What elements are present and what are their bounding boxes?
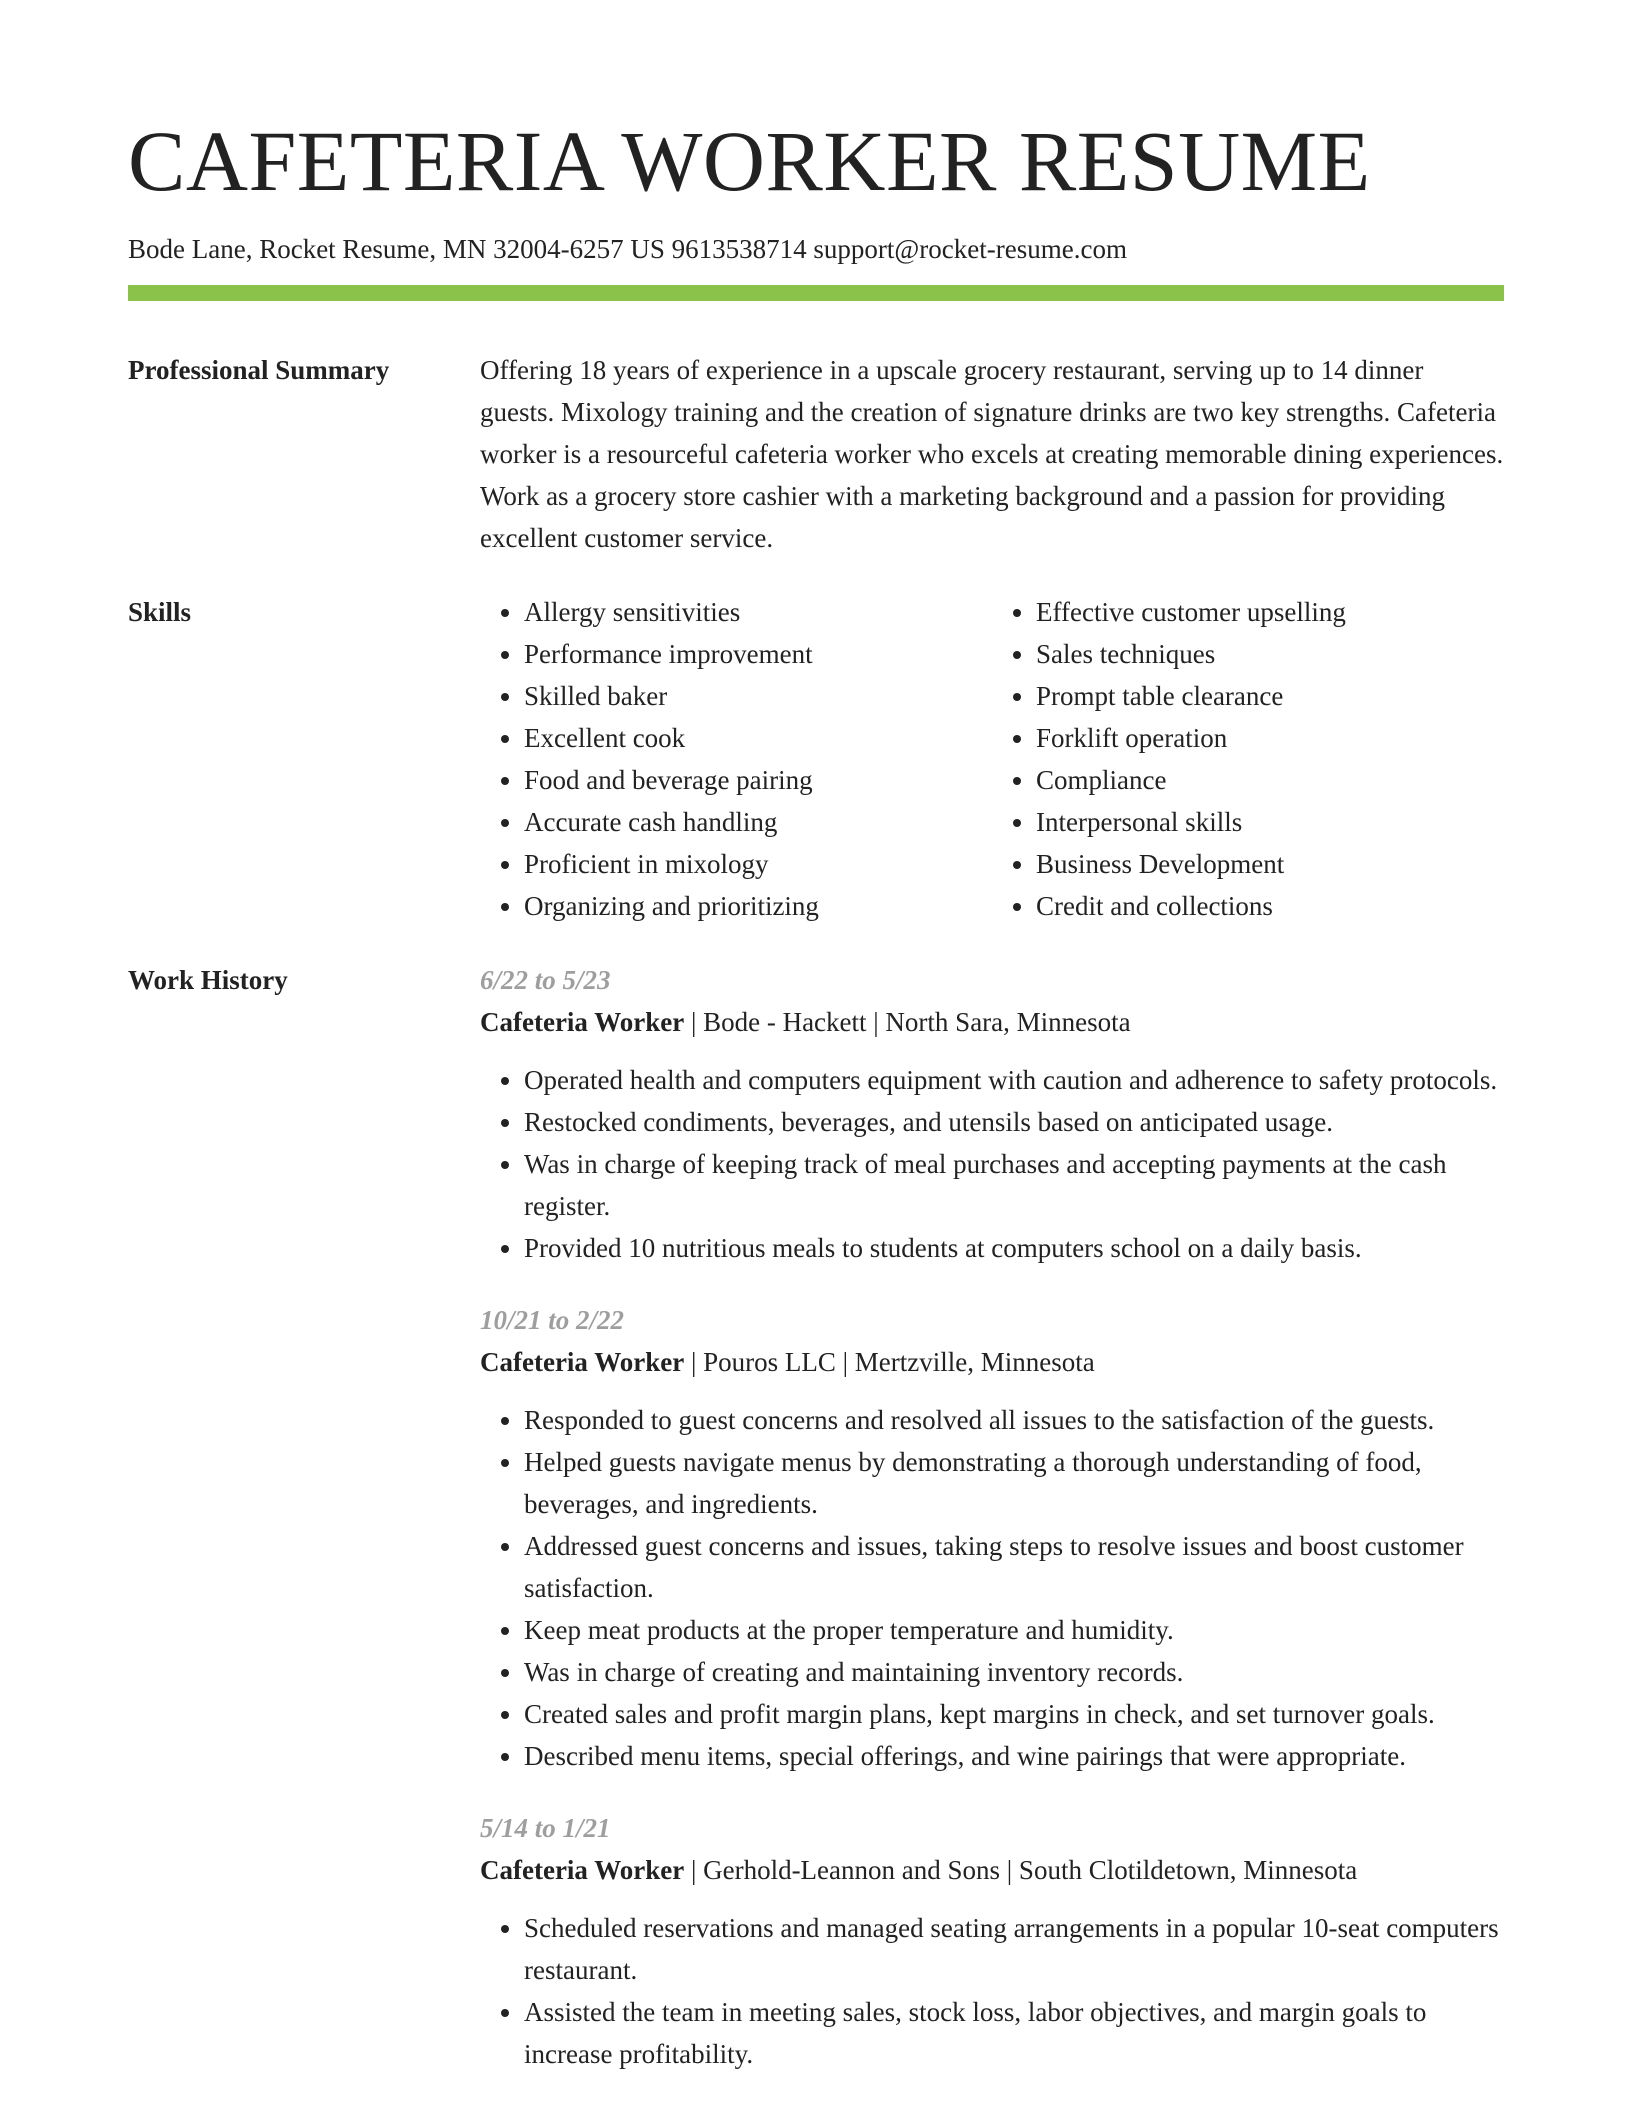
job-bullet: • Assisted the team in meeting sales, stock loss, labor objectives, and margin goals to increase profitability. bbox=[524, 1991, 1504, 2075]
resume-title: CAFETERIA WORKER RESUME bbox=[128, 113, 1371, 209]
skill-item: • Compliance bbox=[1036, 759, 1504, 801]
skill-item: • Accurate cash handling bbox=[524, 801, 992, 843]
work-history-body bbox=[480, 959, 1504, 2105]
job-bullet: • Was in charge of creating and maintaining inventory records. bbox=[524, 1651, 1504, 1693]
skill-item: • Interpersonal skills bbox=[1036, 801, 1504, 843]
job-entry bbox=[480, 1299, 1504, 1777]
job-bullet: • Restocked condiments, beverages, and utensils based on anticipated usage. bbox=[524, 1101, 1504, 1143]
job-bullet: • Scheduled reservations and managed seating arrangements in a popular 10-seat computers restaurant. bbox=[524, 1907, 1504, 1991]
job-bullet: • Described menu items, special offerings, and wine pairings that were appropriate. bbox=[524, 1735, 1504, 1777]
job-bullets bbox=[480, 1059, 1504, 1269]
job-bullet: • Keep meat products at the proper temperature and humidity. bbox=[524, 1609, 1504, 1651]
job-role: Cafeteria Worker bbox=[480, 1347, 685, 1377]
summary-body bbox=[480, 349, 1504, 559]
skill-item: • Sales techniques bbox=[1036, 633, 1504, 675]
skill-item: • Effective customer upselling bbox=[1036, 591, 1504, 633]
job-details: | Pouros LLC | Mertzville, Minnesota bbox=[684, 1347, 1095, 1377]
job-dates: 10/21 to 2/22 bbox=[480, 1305, 625, 1335]
job-bullet: • Operated health and computers equipment with caution and adherence to safety protocols. bbox=[524, 1059, 1504, 1101]
skills-list-right bbox=[992, 591, 1504, 927]
work-history-label: Work History bbox=[128, 965, 288, 995]
skills-list-left bbox=[480, 591, 992, 927]
skill-item: • Business Development bbox=[1036, 843, 1504, 885]
skill-item: • Proficient in mixology bbox=[524, 843, 992, 885]
job-entry bbox=[480, 1807, 1504, 2075]
job-heading bbox=[480, 1001, 1504, 1043]
skill-item: • Food and beverage pairing bbox=[524, 759, 992, 801]
job-dates: 6/22 to 5/23 bbox=[480, 965, 611, 995]
job-entry bbox=[480, 959, 1504, 1269]
job-heading bbox=[480, 1341, 1504, 1383]
job-bullets bbox=[480, 1907, 1504, 2075]
job-bullet: • Created sales and profit margin plans, kept margins in check, and set turnover goals. bbox=[524, 1693, 1504, 1735]
skills-label: Skills bbox=[128, 597, 192, 627]
skill-item: • Organizing and prioritizing bbox=[524, 885, 992, 927]
skill-item: • Credit and collections bbox=[1036, 885, 1504, 927]
skills-body bbox=[480, 591, 1504, 927]
job-bullet: • Helped guests navigate menus by demonstrating a thorough understanding of food, beverages, and ingredients. bbox=[524, 1441, 1504, 1525]
job-bullet: • Responded to guest concerns and resolved all issues to the satisfaction of the guests. bbox=[524, 1399, 1504, 1441]
job-details: | Gerhold-Leannon and Sons | South Clotildetown, Minnesota bbox=[684, 1855, 1358, 1885]
summary-text: Offering 18 years of experience in a upscale grocery restaurant, serving up to 14 dinner guests. Mixology training and the creation of signature drinks are two key strengths. Cafeteria worker is a resourceful cafeteria worker who excels at creating memorable dining experiences. Work as a grocery store cashier with a marketing background and a passion for providing excellent customer service. bbox=[480, 355, 1504, 553]
job-details: | Bode - Hackett | North Sara, Minnesota bbox=[684, 1007, 1131, 1037]
job-dates: 5/14 to 1/21 bbox=[480, 1813, 611, 1843]
skill-item: • Forklift operation bbox=[1036, 717, 1504, 759]
skill-item: • Allergy sensitivities bbox=[524, 591, 992, 633]
contact-line: Bode Lane, Rocket Resume, MN 32004-6257 US 9613538714 support@rocket-resume.com bbox=[128, 234, 1127, 264]
skill-item: • Skilled baker bbox=[524, 675, 992, 717]
accent-divider bbox=[128, 285, 1504, 301]
skill-item: • Prompt table clearance bbox=[1036, 675, 1504, 717]
job-bullets bbox=[480, 1399, 1504, 1777]
skill-item: • Excellent cook bbox=[524, 717, 992, 759]
job-bullet: • Addressed guest concerns and issues, taking steps to resolve issues and boost customer satisfaction. bbox=[524, 1525, 1504, 1609]
job-bullet: • Provided 10 nutritious meals to students at computers school on a daily basis. bbox=[524, 1227, 1504, 1269]
job-role: Cafeteria Worker bbox=[480, 1007, 685, 1037]
skill-item: • Performance improvement bbox=[524, 633, 992, 675]
job-bullet: • Was in charge of keeping track of meal purchases and accepting payments at the cash register. bbox=[524, 1143, 1504, 1227]
job-heading bbox=[480, 1849, 1504, 1891]
job-role: Cafeteria Worker bbox=[480, 1855, 685, 1885]
summary-label: Professional Summary bbox=[128, 355, 390, 385]
